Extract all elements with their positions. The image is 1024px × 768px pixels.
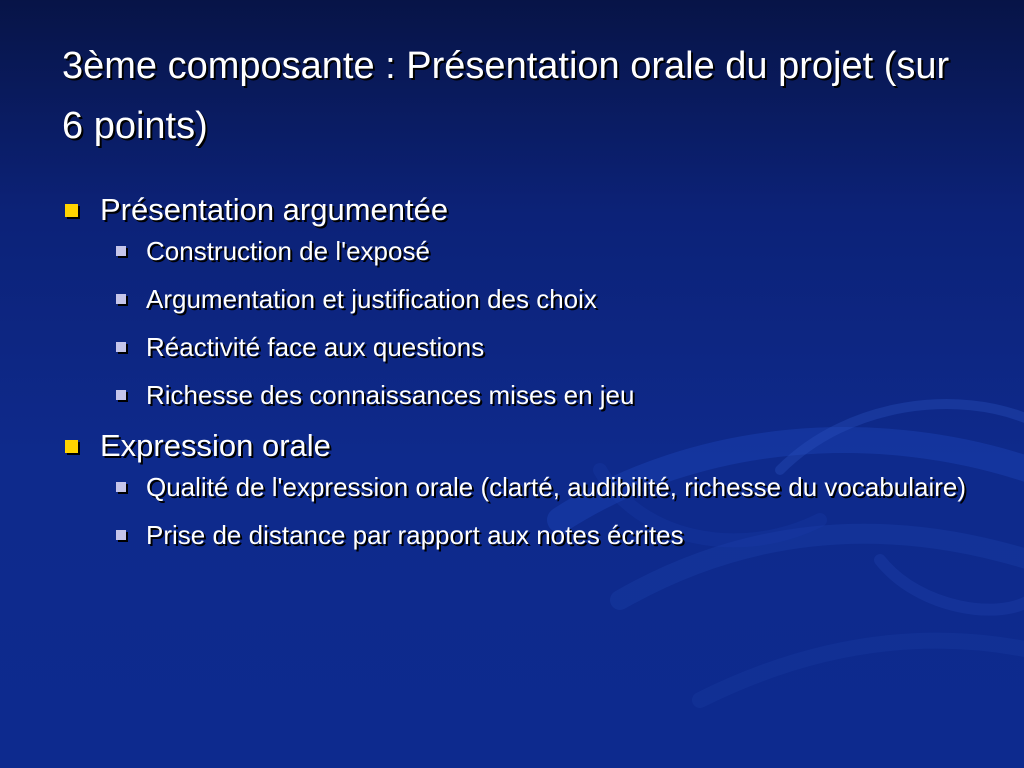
slide-title: 3ème composante : Présentation orale du projet (sur 6 points) — [62, 45, 950, 147]
list-item — [100, 470, 982, 504]
list-item-label: Argumentation et justification des choix — [146, 284, 597, 314]
square-bullet-icon — [65, 204, 78, 217]
square-bullet-icon — [116, 530, 126, 540]
list-item — [100, 282, 982, 316]
section-presentation-argumentee — [62, 190, 982, 412]
list-item-label: Prise de distance par rapport aux notes écrites — [146, 520, 684, 550]
section-label: Expression orale — [100, 428, 331, 463]
list-item-label: Construction de l'exposé — [146, 236, 430, 266]
square-bullet-icon — [116, 342, 126, 352]
section-expression-orale — [62, 426, 982, 552]
list-item — [100, 234, 982, 268]
section-label: Présentation argumentée — [100, 192, 449, 227]
square-bullet-icon — [116, 390, 126, 400]
list-item-label: Réactivité face aux questions — [146, 332, 485, 362]
square-bullet-icon — [116, 482, 126, 492]
list-item-label: Richesse des connaissances mises en jeu — [146, 380, 635, 410]
list-item — [100, 378, 982, 412]
square-bullet-icon — [65, 440, 78, 453]
list-item — [100, 330, 982, 364]
bullet-list — [62, 190, 982, 566]
sub-bullet-list — [100, 234, 982, 412]
square-bullet-icon — [116, 294, 126, 304]
list-item — [100, 518, 982, 552]
square-bullet-icon — [116, 246, 126, 256]
sub-bullet-list — [100, 470, 982, 552]
list-item-label: Qualité de l'expression orale (clarté, audibilité, richesse du vocabulaire) — [146, 472, 967, 502]
